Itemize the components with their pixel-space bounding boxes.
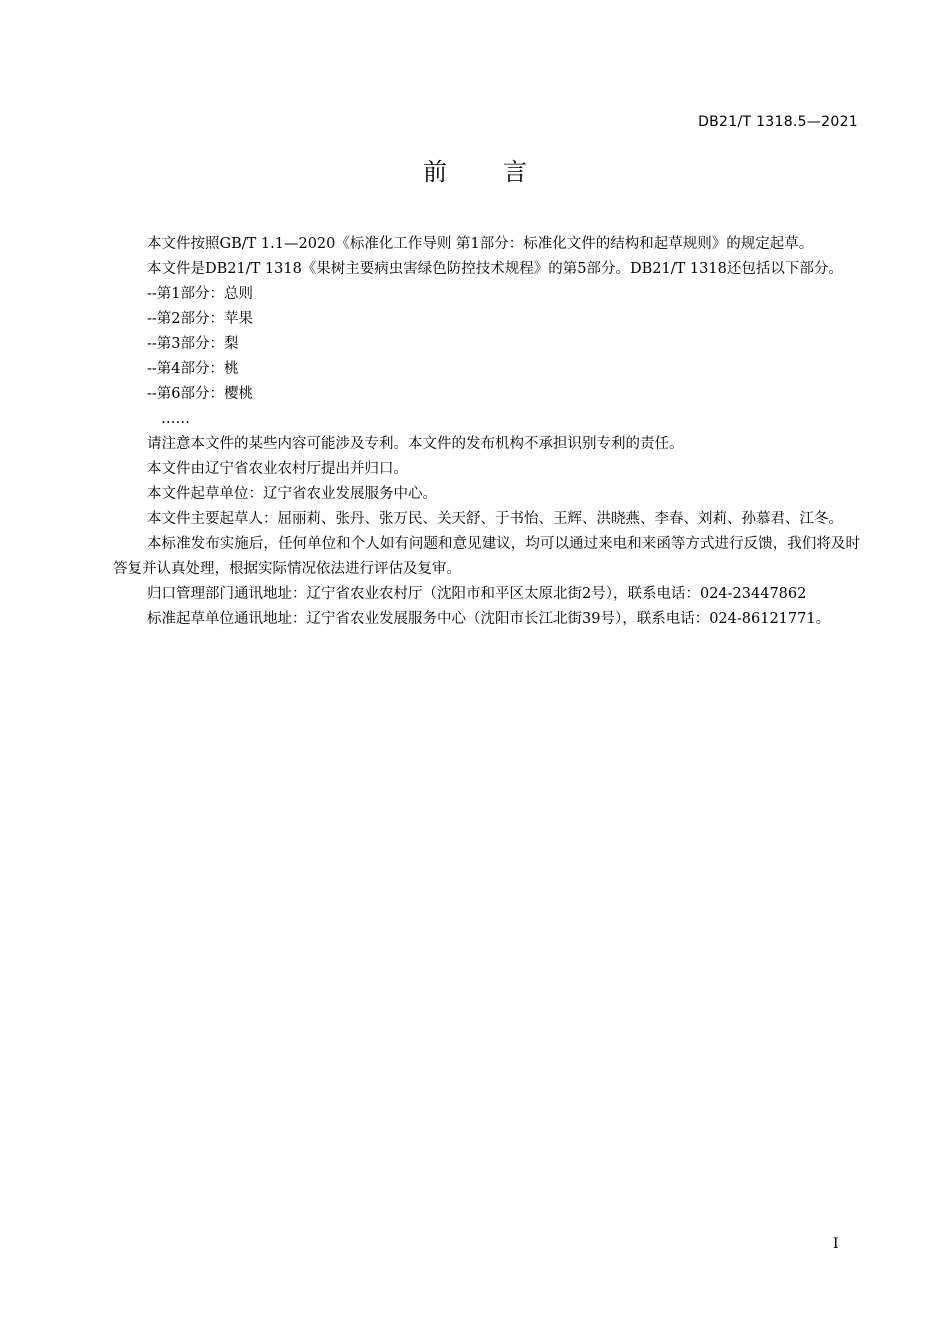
list-item-part-3: --第3部分：梨: [147, 336, 239, 352]
list-item-part-2: --第2部分：苹果: [147, 311, 254, 327]
document-body: [113, 232, 860, 632]
page-number: I: [833, 1236, 839, 1252]
list-ellipsis: ……: [161, 411, 190, 427]
list-item-part-4: --第4部分：桃: [147, 361, 239, 377]
standard-code: DB21/T 1318.5—2021: [698, 114, 858, 130]
list-item-part-1: --第1部分：总则: [147, 286, 254, 302]
list-item-part-6: --第6部分：樱桃: [147, 386, 254, 402]
paragraph-patent-notice: 请注意本文件的某些内容可能涉及专利。本文件的发布机构不承担识别专利的责任。: [147, 436, 684, 452]
paragraph-admin-contact: 归口管理部门通讯地址：辽宁省农业农村厅（沈阳市和平区太原北街2号），联系电话：024-23447862: [147, 586, 807, 602]
paragraph-drafting-unit: 本文件起草单位：辽宁省农业发展服务中心。: [147, 486, 437, 502]
paragraph-drafter-contact: 标准起草单位通讯地址：辽宁省农业发展服务中心（沈阳市长江北街39号），联系电话：024-86121771。: [147, 611, 831, 627]
paragraph-feedback: 本标准发布实施后，任何单位和个人如有问题和意见建议，均可以通过来电和来函等方式进行反馈，我们将及时答复并认真处理，根据实际情况依法进行评估及复审。: [113, 536, 860, 577]
paragraph-drafting-basis: 本文件按照GB/T 1.1—2020《标准化工作导则 第1部分：标准化文件的结构和起草规则》的规定起草。: [147, 236, 814, 252]
paragraph-proposer: 本文件由辽宁省农业农村厅提出并归口。: [147, 461, 408, 477]
paragraph-series-intro: 本文件是DB21/T 1318《果树主要病虫害绿色防控技术规程》的第5部分。DB21/T 1318还包括以下部分。: [147, 261, 843, 277]
page-title: 前言: [423, 158, 583, 186]
paragraph-drafters: 本文件主要起草人：屈丽莉、张丹、张万民、关天舒、于书怡、王辉、洪晓燕、李春、刘莉、孙慕君、江冬。: [147, 511, 843, 527]
